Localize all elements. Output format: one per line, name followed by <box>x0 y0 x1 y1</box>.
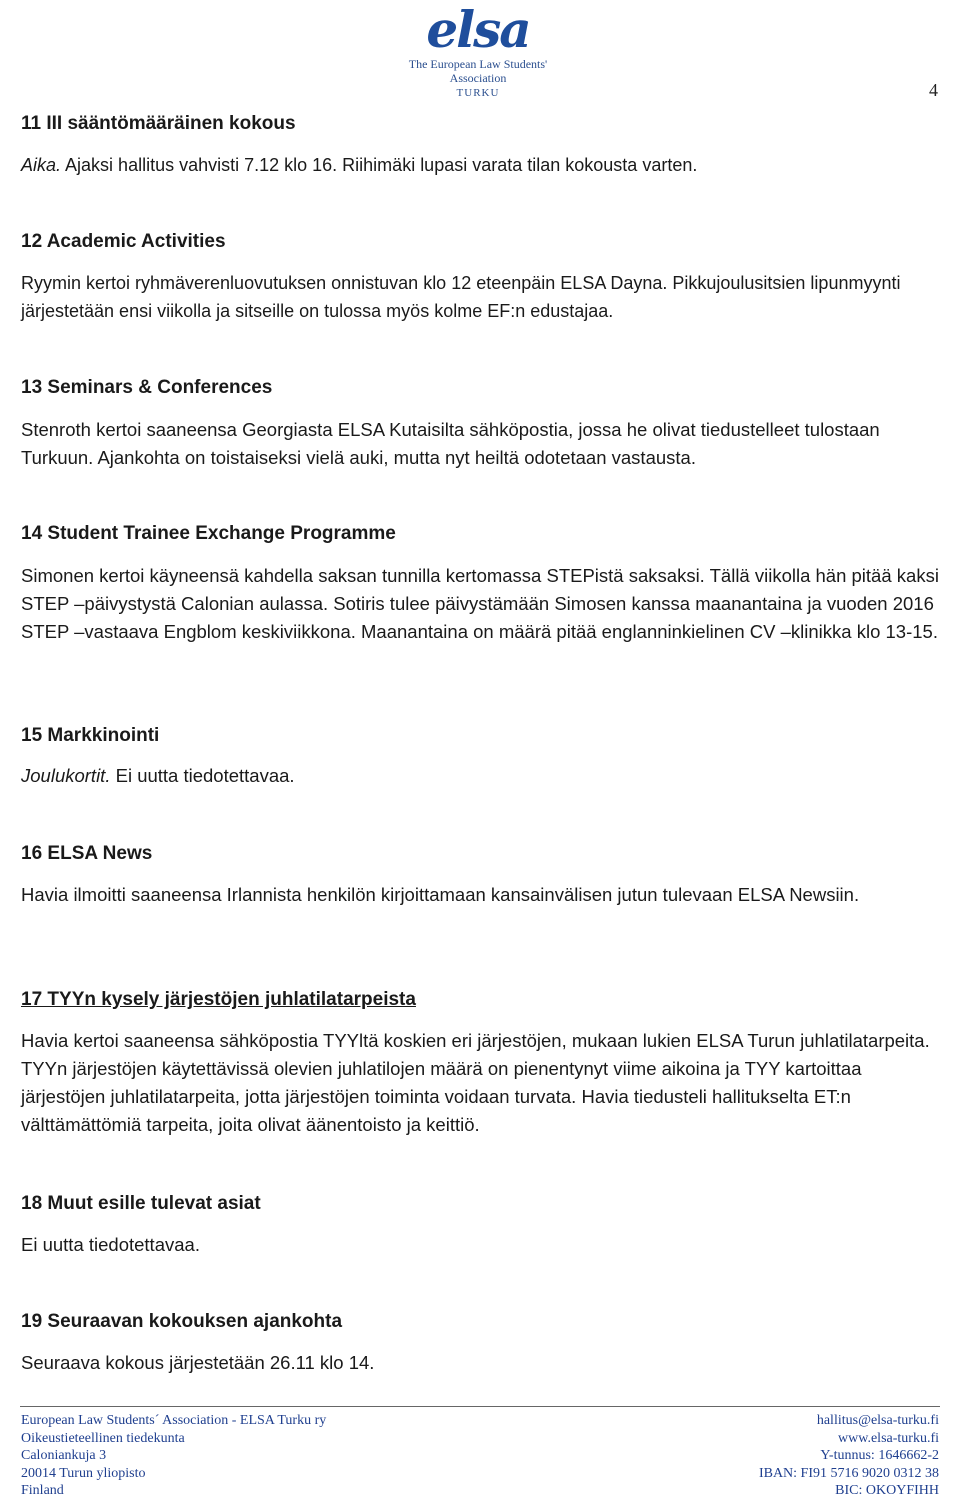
section-paragraph-19: Seuraava kokous järjestetään 26.11 klo 14. <box>21 1352 375 1373</box>
italic-lead: Aika. <box>21 155 62 175</box>
section-paragraph-17: Havia kertoi saaneensa sähköpostia TYYltä koskien eri järjestöjen, mukaan lukien ELSA Turun juhlatilatarpeita. TYYn järjestöjen käytettävissä olevien juhlatilojen määrä on pienentynyt viime aikoina ja TYY kartoittaa järjestöjen juhlatilatarpeita, jotta järjestöjen toiminta voidaan turvata. Havia tiedusteli hallitukselta ET:n välttämättömiä tarpeita, joita olivat äänentoisto ja keittiö. <box>21 1030 930 1135</box>
section-heading-16: 16 ELSA News <box>21 843 153 864</box>
footer-line: Y-tunnus: 1646662-2 <box>820 1448 939 1463</box>
logo-subtitle: The European Law Students' Association <box>408 57 548 85</box>
footer-divider <box>20 1406 940 1407</box>
section-paragraph-13: Stenroth kertoi saaneensa Georgiasta ELSA Kutaisilta sähköpostia, jossa he olivat tiedustelleet tulostaan Turkuun. Ajankohta on toistaiseksi vielä auki, mutta nyt heiltä odotetaan vastausta. <box>21 419 880 468</box>
section-heading-14: 14 Student Trainee Exchange Programme <box>21 523 396 544</box>
footer-line: BIC: OKOYFIHH <box>835 1483 939 1498</box>
elsa-logo <box>388 0 568 99</box>
section-heading-15: 15 Markkinointi <box>21 725 160 746</box>
footer-line: Caloniankuja 3 <box>21 1448 107 1463</box>
section-paragraph-14: Simonen kertoi käyneensä kahdella saksan tunnilla kertomassa STEPistä saksaksi. Tällä viikolla hän pitää kaksi STEP –päivystystä Calonian aulassa. Sotiris tulee päivystämään Simosen kanssa maanantaina ja vuoden 2016 STEP –vastaava Engblom keskiviikkona. Maanantaina on määrä pitää englanninkielinen CV –klinikka klo 13-15. <box>21 565 939 642</box>
footer-line: Finland <box>21 1483 64 1498</box>
section-paragraph-11 <box>21 151 939 179</box>
section-heading-11: 11 III sääntömääräinen kokous <box>21 113 296 134</box>
footer-email: hallitus@elsa-turku.fi <box>816 1413 939 1428</box>
paragraph-text: Ajaksi hallitus vahvisti 7.12 klo 16. Riihimäki lupasi varata tilan kokousta varten. <box>61 155 698 175</box>
footer-line: Oikeustieteellinen tiedekunta <box>21 1430 185 1446</box>
italic-lead: Joulukortit. <box>21 765 111 786</box>
footer-line: IBAN: FI91 5716 9020 0312 38 <box>758 1465 939 1481</box>
page-number: 4 <box>929 80 938 100</box>
logo-city: TURKU <box>456 87 500 99</box>
section-heading-12: 12 Academic Activities <box>21 231 226 252</box>
section-heading-18: 18 Muut esille tulevat asiat <box>21 1193 261 1214</box>
footer-line: European Law Students´ Association - ELSA Turku ry <box>21 1413 327 1428</box>
section-heading-19: 19 Seuraavan kokouksen ajankohta <box>21 1311 343 1332</box>
section-heading-17: 17 TYYn kysely järjestöjen juhlatilatarpeista <box>21 989 416 1010</box>
logo-wordmark: elsa <box>426 0 530 59</box>
paragraph-text: Ei uutta tiedotettavaa. <box>110 765 295 786</box>
footer-line: 20014 Turun yliopisto <box>21 1465 146 1481</box>
section-paragraph-15 <box>21 762 939 790</box>
footer-contact <box>759 1412 939 1500</box>
section-paragraph-16: Havia ilmoitti saaneensa Irlannista henkilön kirjoittamaan kansainvälisen jutun tulevaan ELSA Newsiin. <box>21 884 860 905</box>
section-heading-13: 13 Seminars & Conferences <box>21 377 273 398</box>
section-paragraph-12: Ryymin kertoi ryhmäverenluovutuksen onnistuvan klo 12 eteenpäin ELSA Dayna. Pikkujoulusitsien lipunmyynti järjestetään ensi viikolla ja sitseille on tulossa myös kolme EF:n edustajaa. <box>21 273 901 321</box>
footer-address <box>21 1412 326 1500</box>
section-paragraph-18: Ei uutta tiedotettavaa. <box>21 1234 200 1255</box>
footer-website: www.elsa-turku.fi <box>838 1430 939 1446</box>
